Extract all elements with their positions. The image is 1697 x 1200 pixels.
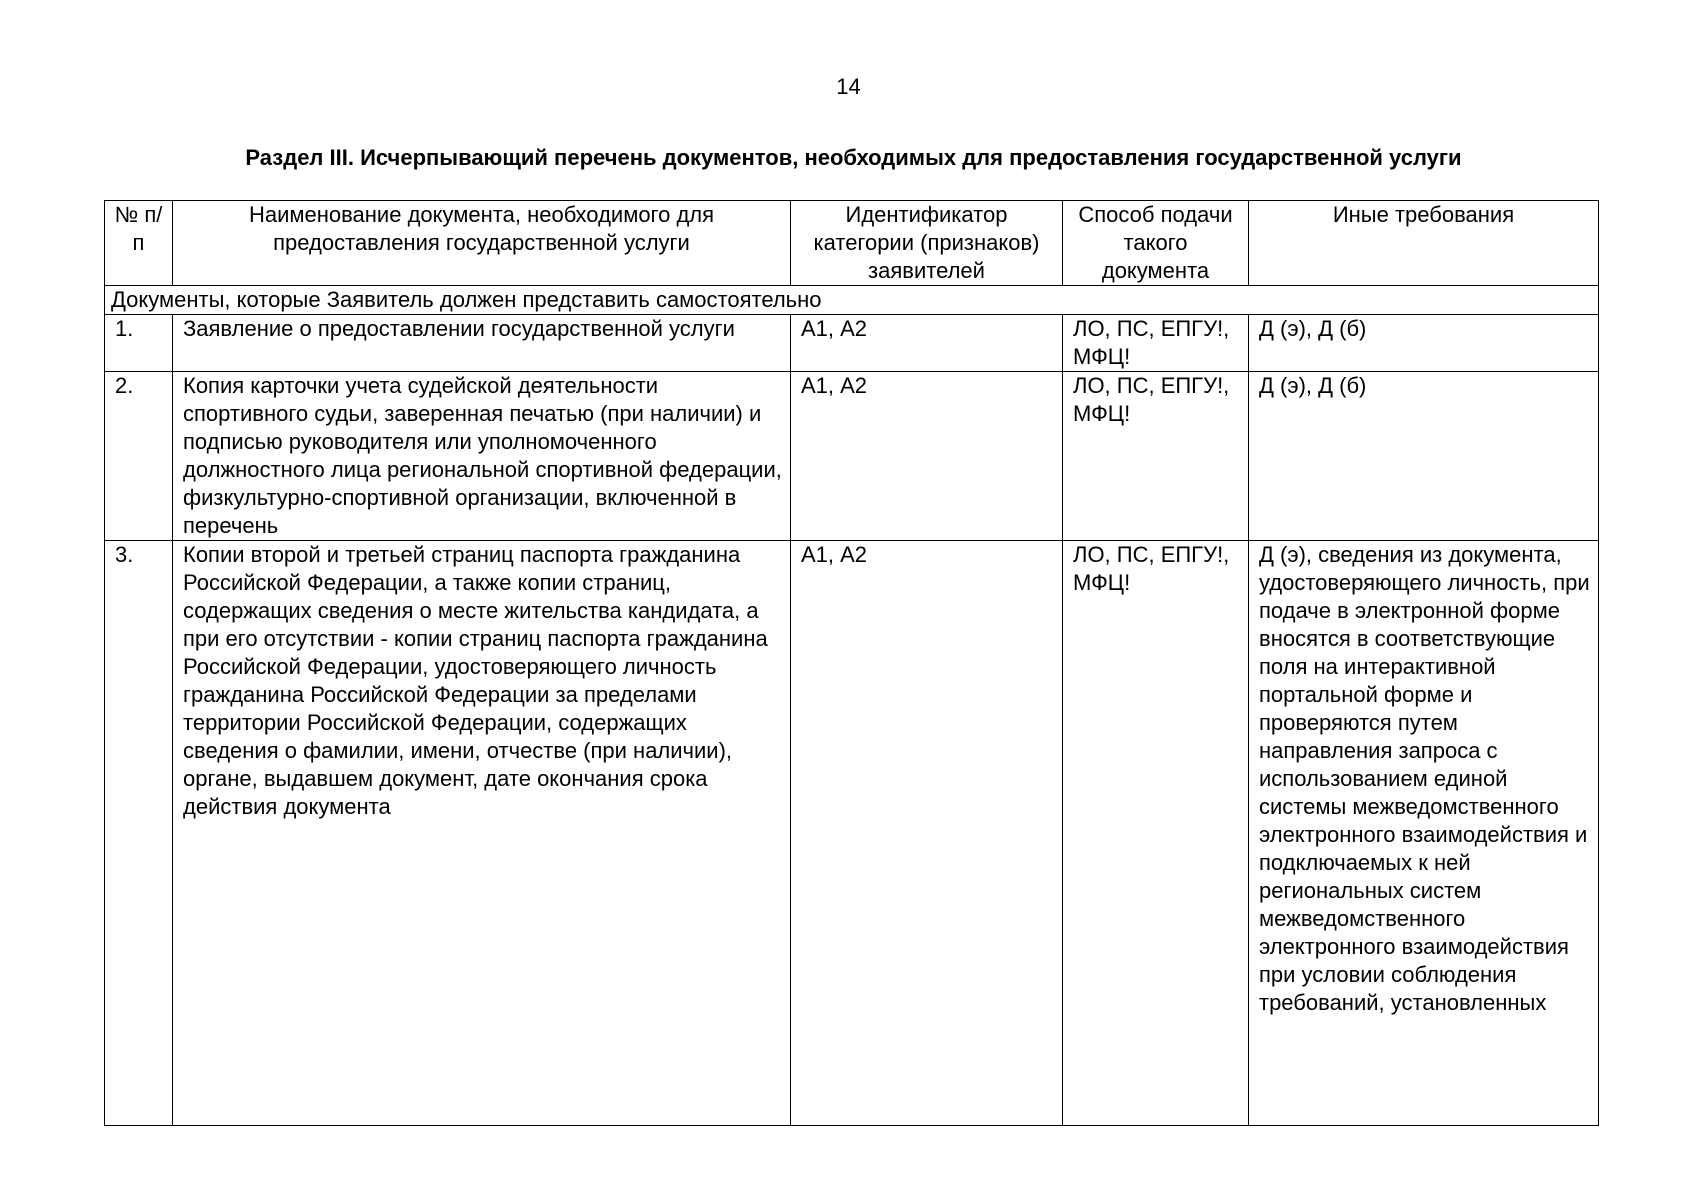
row-num: 2. [105, 372, 173, 541]
row-other-requirements: Д (э), Д (б) [1249, 372, 1599, 541]
documents-table [104, 200, 1599, 1126]
section-title: Раздел III. Исчерпывающий перечень документов, необходимых для предоставления государственной услуги [245, 145, 1462, 170]
header-other-requirements: Иные требования [1249, 201, 1599, 286]
table-row [105, 372, 1599, 541]
table-row [105, 315, 1599, 372]
row-other-requirements: Д (э), Д (б) [1249, 315, 1599, 372]
row-document-name: Копия карточки учета судейской деятельности спортивного судьи, заверенная печатью (при наличии) и подписью руководителя или уполномоченного должностного лица региональной спортивной федерации, физкультурно-спортивной организации, включенной в перечень [173, 372, 791, 541]
row-document-name: Заявление о предоставлении государственной услуги [173, 315, 791, 372]
header-applicant-category: Идентификатор категории (признаков) заявителей [791, 201, 1063, 286]
row-document-name: Копии второй и третьей страниц паспорта гражданина Российской Федерации, а также копии страниц, содержащих сведения о месте жительства кандидата, а при его отсутствии - копии страниц паспорта гражданина Российской Федерации, удостоверяющего личность гражданина Российской Федерации за пределами территории Российской Федерации, содержащих сведения о фамилии, имени, отчестве (при наличии), органе, выдавшем документ, дате окончания срока действия документа [173, 541, 791, 1126]
row-num: 3. [105, 541, 173, 1126]
row-applicant-category: А1, А2 [791, 372, 1063, 541]
table-row [105, 541, 1599, 1126]
table-header-row [105, 201, 1599, 286]
header-num: № п/п [105, 201, 173, 286]
row-other-requirements: Д (э), сведения из документа, удостоверяющего личность, при подаче в электронной форме вносятся в соответствующие поля на интерактивной портальной форме и проверяются путем направления запроса с использованием единой системы межведомственного электронного взаимодействия и подключаемых к ней региональных систем межведомственного электронного взаимодействия при условии соблюдения требований, установленных [1249, 541, 1599, 1126]
header-submission-method: Способ подачи такого документа [1063, 201, 1249, 286]
header-document-name: Наименование документа, необходимого для предоставления государственной услуги [173, 201, 791, 286]
row-applicant-category: А1, А2 [791, 315, 1063, 372]
row-submission-method: ЛО, ПС, ЕПГУ!, МФЦ! [1063, 372, 1249, 541]
page-number: 14 [836, 74, 861, 99]
group-label: Документы, которые Заявитель должен представить самостоятельно [105, 286, 1599, 315]
row-num: 1. [105, 315, 173, 372]
row-submission-method: ЛО, ПС, ЕПГУ!, МФЦ! [1063, 315, 1249, 372]
row-submission-method: ЛО, ПС, ЕПГУ!, МФЦ! [1063, 541, 1249, 1126]
table-group-row [105, 286, 1599, 315]
row-applicant-category: А1, А2 [791, 541, 1063, 1126]
